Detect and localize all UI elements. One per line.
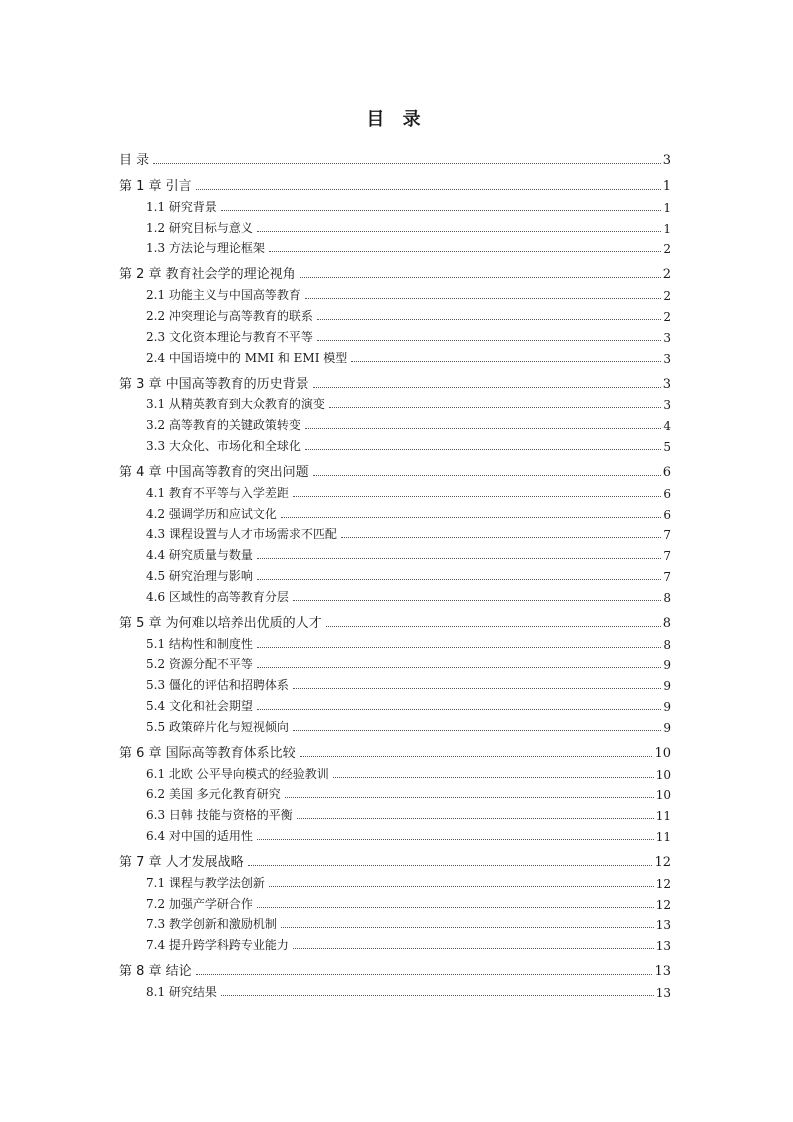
dot-leader xyxy=(293,599,661,601)
toc-page-number: 7 xyxy=(663,569,671,584)
toc-section-entry[interactable] xyxy=(119,761,671,782)
toc-chapter-entry[interactable] xyxy=(119,147,671,168)
toc-page-number: 2 xyxy=(663,309,671,324)
toc-section-entry[interactable] xyxy=(119,194,671,215)
toc-entry-label: 2.2 冲突理论与高等教育的联系 xyxy=(146,308,313,323)
toc-section-entry[interactable] xyxy=(119,282,671,303)
toc-chapter-entry[interactable] xyxy=(119,371,671,392)
dot-leader xyxy=(305,448,661,450)
toc-page-number: 12 xyxy=(655,876,671,891)
toc-entry-label: 4.6 区域性的高等教育分层 xyxy=(146,589,289,604)
toc-entry-label: 2.3 文化资本理论与教育不平等 xyxy=(146,329,313,344)
toc-page-number: 12 xyxy=(654,854,671,870)
toc-entry-label: 7.3 教学创新和激励机制 xyxy=(146,917,277,932)
toc-page-number: 6 xyxy=(662,464,671,480)
toc-page-number: 13 xyxy=(655,939,671,954)
toc-entry-label: 1.1 研究背景 xyxy=(146,199,217,214)
dot-leader xyxy=(293,687,661,689)
dot-leader xyxy=(196,973,653,975)
toc-entry-label: 7.1 课程与教学法创新 xyxy=(146,875,265,890)
toc-section-entry[interactable] xyxy=(119,303,671,324)
toc-entry-label: 4.2 强调学历和应试文化 xyxy=(146,506,277,521)
toc-page-number: 13 xyxy=(655,985,671,1000)
dot-leader xyxy=(297,817,654,819)
toc-entry-label: 4.3 课程设置与人才市场需求不匹配 xyxy=(146,527,337,542)
toc-section-entry[interactable] xyxy=(119,631,671,652)
toc-entry-label: 第 2 章 教育社会学的理论视角 xyxy=(119,267,296,283)
toc-page-number: 6 xyxy=(663,507,671,522)
toc-entry-label: 第 5 章 为何难以培养出优质的人才 xyxy=(119,615,322,631)
toc-entry-label: 3.2 高等教育的关键政策转变 xyxy=(146,418,301,433)
dot-leader xyxy=(293,495,661,497)
toc-page-number: 1 xyxy=(662,179,671,194)
toc-page-number: 5 xyxy=(663,439,671,454)
toc-section-entry[interactable] xyxy=(119,236,671,257)
dot-leader xyxy=(333,776,654,778)
toc-entry-label: 第 3 章 中国高等教育的历史背景 xyxy=(119,376,309,392)
toc-page-number: 8 xyxy=(663,637,671,652)
toc-entry-label: 6.2 美国 多元化教育研究 xyxy=(146,787,281,802)
toc-page-number: 2 xyxy=(663,242,671,257)
toc-page-number: 10 xyxy=(655,788,671,803)
toc-entry-label: 5.3 僵化的评估和招聘体系 xyxy=(146,678,289,693)
toc-entry-label: 2.1 功能主义与中国高等教育 xyxy=(146,288,301,303)
toc-page-number: 8 xyxy=(663,590,671,605)
toc-page-number: 9 xyxy=(663,720,671,735)
dot-leader xyxy=(293,947,654,949)
toc-chapter-entry[interactable] xyxy=(119,740,671,761)
dot-leader xyxy=(285,796,654,798)
toc-section-entry[interactable] xyxy=(119,979,671,1000)
toc-section-entry[interactable] xyxy=(119,584,671,605)
toc-section-entry[interactable] xyxy=(119,652,671,673)
toc-entry-label: 第 8 章 结论 xyxy=(119,964,192,980)
toc-chapter-entry[interactable] xyxy=(119,459,671,480)
toc-page-number: 2 xyxy=(663,289,671,304)
toc-page-number: 10 xyxy=(654,745,671,761)
toc-entry-label: 5.5 政策碎片化与短视倾向 xyxy=(146,719,289,734)
dot-leader xyxy=(351,360,661,362)
toc-entry-label: 目 录 xyxy=(119,153,150,168)
toc-section-entry[interactable] xyxy=(119,714,671,735)
toc-page-number: 13 xyxy=(654,964,671,980)
dot-leader xyxy=(257,838,654,840)
toc-entry-label: 1.2 研究目标与意义 xyxy=(146,220,253,235)
toc-section-entry[interactable] xyxy=(119,480,671,501)
dot-leader xyxy=(313,474,661,476)
dot-leader xyxy=(257,230,661,232)
toc-entry-label: 7.2 加强产学研合作 xyxy=(146,896,253,911)
toc-entry-label: 6.1 北欧 公平导向模式的经验教训 xyxy=(146,766,329,781)
toc-page-number: 9 xyxy=(663,699,671,714)
toc-entry-label: 第 1 章 引言 xyxy=(119,179,192,194)
toc-entry-label: 4.5 研究治理与影响 xyxy=(146,568,253,583)
toc-section-entry[interactable] xyxy=(119,782,671,803)
dot-leader xyxy=(300,755,653,757)
dot-leader xyxy=(257,578,661,580)
toc-section-entry[interactable] xyxy=(119,563,671,584)
toc-page-number: 3 xyxy=(662,376,671,392)
toc-entry-label: 5.4 文化和社会期望 xyxy=(146,698,253,713)
toc-page-number: 7 xyxy=(663,528,671,543)
toc-page-number: 1 xyxy=(663,221,671,236)
toc-entry-label: 第 6 章 国际高等教育体系比较 xyxy=(119,745,296,761)
toc-page-number: 9 xyxy=(663,679,671,694)
toc-entry-label: 6.3 日韩 技能与资格的平衡 xyxy=(146,808,293,823)
toc-section-entry[interactable] xyxy=(119,802,671,823)
dot-leader xyxy=(221,209,661,211)
dot-leader xyxy=(341,536,661,538)
toc-page-number: 11 xyxy=(655,829,671,844)
toc-page-number: 10 xyxy=(655,767,671,782)
toc-entry-label: 2.4 中国语境中的 MMI 和 EMI 模型 xyxy=(146,350,348,365)
dot-leader xyxy=(317,339,661,341)
toc-entry-label: 第 7 章 人才发展战略 xyxy=(119,854,244,870)
toc-page-number: 3 xyxy=(662,153,671,168)
toc-section-entry[interactable] xyxy=(119,522,671,543)
toc-page-number: 1 xyxy=(663,200,671,215)
dot-leader xyxy=(257,557,661,559)
dot-leader xyxy=(281,926,654,928)
dot-leader xyxy=(305,427,661,429)
toc-page-number: 9 xyxy=(663,658,671,673)
toc-chapter-entry[interactable] xyxy=(119,958,671,979)
toc-page-number: 3 xyxy=(663,351,671,366)
dot-leader xyxy=(221,994,654,996)
toc-section-entry[interactable] xyxy=(119,215,671,236)
toc-page-number: 3 xyxy=(663,330,671,345)
toc-section-entry[interactable] xyxy=(119,891,671,912)
toc-section-entry[interactable] xyxy=(119,912,671,933)
toc-chapter-entry[interactable] xyxy=(119,173,671,194)
dot-leader xyxy=(196,188,661,190)
page-title: 目 录 xyxy=(366,109,427,130)
toc-chapter-entry[interactable] xyxy=(119,261,671,282)
toc-page-number: 2 xyxy=(662,267,671,283)
dot-leader xyxy=(317,318,661,320)
dot-leader xyxy=(248,864,653,866)
toc-entry-label: 第 4 章 中国高等教育的突出问题 xyxy=(119,464,309,480)
dot-leader xyxy=(281,516,661,518)
toc-entry-label: 1.3 方法论与理论框架 xyxy=(146,241,265,256)
dot-leader xyxy=(293,729,661,731)
dot-leader xyxy=(305,297,661,299)
dot-leader xyxy=(269,885,654,887)
toc-page-number: 12 xyxy=(655,897,671,912)
dot-leader xyxy=(329,406,661,408)
dot-leader xyxy=(257,646,661,648)
toc-entry-label: 5.2 资源分配不平等 xyxy=(146,657,253,672)
toc-entry-label: 3.3 大众化、市场化和全球化 xyxy=(146,438,301,453)
dot-leader xyxy=(300,276,661,278)
table-of-contents xyxy=(119,147,671,1000)
toc-page-number: 3 xyxy=(663,398,671,413)
dot-leader xyxy=(257,666,661,668)
toc-page-number: 13 xyxy=(655,918,671,933)
toc-section-entry[interactable] xyxy=(119,932,671,953)
dot-leader xyxy=(257,906,654,908)
toc-section-entry[interactable] xyxy=(119,672,671,693)
toc-page-number: 8 xyxy=(662,615,671,631)
dot-leader xyxy=(269,250,661,252)
toc-entry-label: 4.1 教育不平等与入学差距 xyxy=(146,485,289,500)
toc-chapter-entry[interactable] xyxy=(119,610,671,631)
toc-page-number: 6 xyxy=(663,486,671,501)
toc-section-entry[interactable] xyxy=(119,433,671,454)
toc-section-entry[interactable] xyxy=(119,870,671,891)
dot-leader xyxy=(257,708,661,710)
toc-section-entry[interactable] xyxy=(119,324,671,345)
toc-section-entry[interactable] xyxy=(119,823,671,844)
toc-chapter-entry[interactable] xyxy=(119,849,671,870)
toc-entry-label: 4.4 研究质量与数量 xyxy=(146,548,253,563)
toc-page-number: 11 xyxy=(655,809,671,824)
toc-page-number: 4 xyxy=(663,419,671,434)
toc-section-entry[interactable] xyxy=(119,501,671,522)
dot-leader xyxy=(326,625,661,627)
toc-entry-label: 3.1 从精英教育到大众教育的演变 xyxy=(146,397,325,412)
toc-entry-label: 8.1 研究结果 xyxy=(146,984,217,999)
toc-section-entry[interactable] xyxy=(119,693,671,714)
toc-entry-label: 5.1 结构性和制度性 xyxy=(146,636,253,651)
toc-entry-label: 6.4 对中国的适用性 xyxy=(146,828,253,843)
toc-section-entry[interactable] xyxy=(119,392,671,413)
toc-section-entry[interactable] xyxy=(119,345,671,366)
toc-entry-label: 7.4 提升跨学科跨专业能力 xyxy=(146,938,289,953)
dot-leader xyxy=(153,162,661,164)
toc-section-entry[interactable] xyxy=(119,542,671,563)
dot-leader xyxy=(313,386,661,388)
toc-section-entry[interactable] xyxy=(119,412,671,433)
toc-page-number: 7 xyxy=(663,549,671,564)
